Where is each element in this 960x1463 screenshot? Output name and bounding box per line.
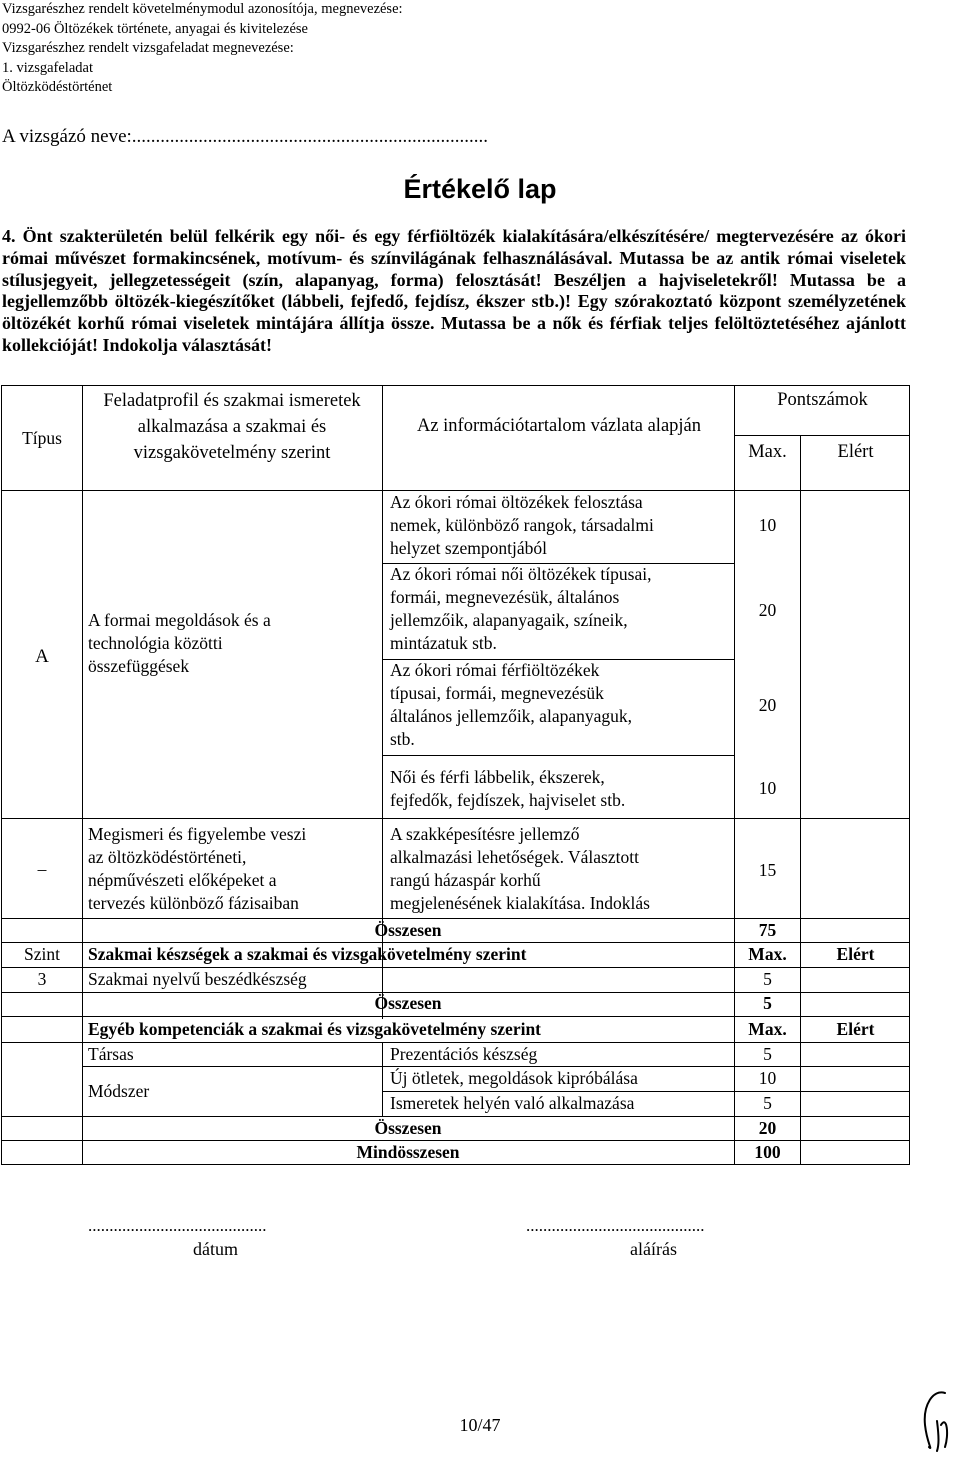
competencies-max-header: Max. (748, 1019, 787, 1039)
info-line: Az ókori római férfiöltözékek (390, 660, 600, 680)
header-type: Típus (22, 428, 62, 448)
competency-group: Társas (88, 1044, 134, 1064)
type-dash: – (37, 859, 47, 879)
sum-label: Összesen (374, 993, 442, 1013)
type-a: A (35, 646, 49, 667)
candidate-name-field[interactable]: A vizsgázó neve:........................................................................... (2, 126, 489, 147)
info-line: típusai, formái, megnevezésük (390, 683, 604, 703)
info-line: fejfedők, fejdíszek, hajviselet stb. (390, 790, 626, 810)
competency-max: 5 (763, 1044, 772, 1064)
info-line: Női és férfi lábbelik, ékszerek, (390, 767, 605, 787)
sum-value: 75 (758, 920, 777, 940)
info-row-1 (390, 491, 654, 560)
info-line: Az ókori római öltözékek felosztása (390, 492, 643, 512)
max-row-4: 10 (758, 778, 777, 798)
skills-achieved-header: Elért (836, 944, 875, 964)
competency-item: Ismeretek helyén való alkalmazása (390, 1093, 635, 1113)
max-row-1: 10 (758, 515, 777, 535)
signature-label: aláírás (630, 1239, 677, 1259)
info-line: jellemzőik, alapanyagaik, színeik, (390, 610, 628, 630)
profile-a (88, 609, 271, 678)
competency-item: Új ötletek, megoldások kipróbálása (390, 1068, 638, 1088)
profile-b (88, 823, 306, 915)
page-number: 10/47 (459, 1415, 501, 1435)
task-intro: 4. Önt szakterületén belül felkérik egy női- és egy férfiöltözék kialakítására/elkészítésére/ megtervezésére az ókori római művészet formakincsének, motívum- és színvilágának felhasználásával. (2, 226, 906, 268)
header-profile: Feladatprofil és szakmai ismeretek alkalmazása a szakmai és vizsgakövetelmény szerint (103, 391, 361, 463)
skills-level-header: Szint (24, 944, 60, 964)
profile-line: népművészeti előképeket a (88, 870, 277, 890)
max-row-3: 20 (758, 695, 777, 715)
date-label: dátum (193, 1239, 238, 1259)
header-info: Az információtartalom vázlata alapján (416, 416, 702, 436)
skills-max-header: Max. (748, 944, 787, 964)
skills-max: 5 (763, 969, 772, 989)
max-row-5: 15 (758, 860, 777, 880)
grand-total-value: 100 (754, 1142, 781, 1162)
competency-max: 10 (758, 1068, 777, 1088)
header-max: Max. (748, 442, 787, 462)
profile-line: technológia közötti (88, 633, 223, 653)
info-line: alkalmazási lehetőségek. Választott (390, 847, 639, 867)
profile-line: tervezés különböző fázisaiban (88, 893, 299, 913)
skills-item: Szakmai nyelvű beszédkészség (88, 969, 307, 989)
info-line: helyzet szempontjából (390, 538, 547, 558)
competency-group: Módszer (88, 1081, 150, 1101)
competencies-header: Egyéb kompetenciák a szakmai és vizsgakövetelmény szerint (88, 1019, 542, 1039)
info-line: A szakképesítésre jellemző (390, 824, 580, 844)
info-line: stb. (390, 729, 415, 749)
profile-line: összefüggések (88, 656, 190, 676)
competency-item: Prezentációs készség (390, 1044, 538, 1064)
task-requirements: Mutassa be az antik római viseletek stílusjegyeit, jellegzetességeit (szín, alapanyag, forma) felosztását! Beszéljen a hajviseletekről! Mutassa be a legjellemzőbb öltözék-kiegészítőket (lábbeli, fejfedő, fejdísz, ékszer stb.)! Egy szórakoztató központ személyzetének öltözékét korhű római viseletek mintájára állítja össze. Mutassa be a nők és férfiak teljes felöltöztetéséhez ajánlott kollekcióját! Indokolja választását! (2, 247, 906, 355)
info-line: formái, megnevezésük, általános (390, 587, 620, 607)
info-row-5 (390, 823, 650, 915)
header-points: Pontszámok (777, 390, 868, 410)
header-line: 0992-06 Öltözékek története, anyagai és kivitelezése (2, 20, 308, 37)
max-row-2: 20 (758, 600, 777, 620)
page-title: Értékelő lap (403, 174, 557, 204)
skills-level: 3 (37, 969, 47, 989)
profile-line: az öltözködéstörténeti, (88, 847, 247, 867)
info-line: mintázatuk stb. (390, 633, 497, 653)
info-line: rangú házaspár korhű (390, 870, 541, 890)
info-row-3 (390, 659, 632, 751)
competencies-achieved-header: Elért (836, 1019, 875, 1039)
header-line: Vizsgarészhez rendelt követelménymodul azonosítója, megnevezése: (2, 1, 403, 17)
profile-line: Megismeri és figyelembe veszi (88, 824, 307, 844)
header-line: 1. vizsgafeladat (2, 59, 93, 76)
profile-line: A formai megoldások és a (88, 610, 271, 630)
info-line: Az ókori római női öltözékek típusai, (390, 564, 652, 584)
sum-value: 20 (758, 1118, 777, 1138)
info-row-2 (390, 563, 651, 655)
info-line: nemek, különböző rangok, társadalmi (390, 515, 654, 535)
skills-header: Szakmai készségek a szakmai és vizsgakövetelmény szerint (88, 944, 527, 964)
header-achieved: Elért (837, 442, 874, 462)
sum-label: Összesen (374, 1118, 442, 1138)
info-line: megjelenésének kialakítása. Indoklás (390, 893, 650, 913)
sum-value: 5 (763, 993, 772, 1013)
date-field[interactable]: .......................................... (88, 1216, 267, 1235)
header-line: Öltözködéstörténet (2, 79, 113, 95)
info-row-4 (390, 766, 625, 812)
competency-max: 5 (763, 1093, 772, 1113)
signature-field[interactable]: .......................................... (526, 1216, 705, 1235)
sum-label: Összesen (374, 920, 442, 940)
info-line: általános jellemzőik, alapanyaguk, (390, 706, 632, 726)
grand-total-label: Mindösszesen (356, 1142, 460, 1162)
header-line: Vizsgarészhez rendelt vizsgafeladat megnevezése: (2, 40, 294, 56)
